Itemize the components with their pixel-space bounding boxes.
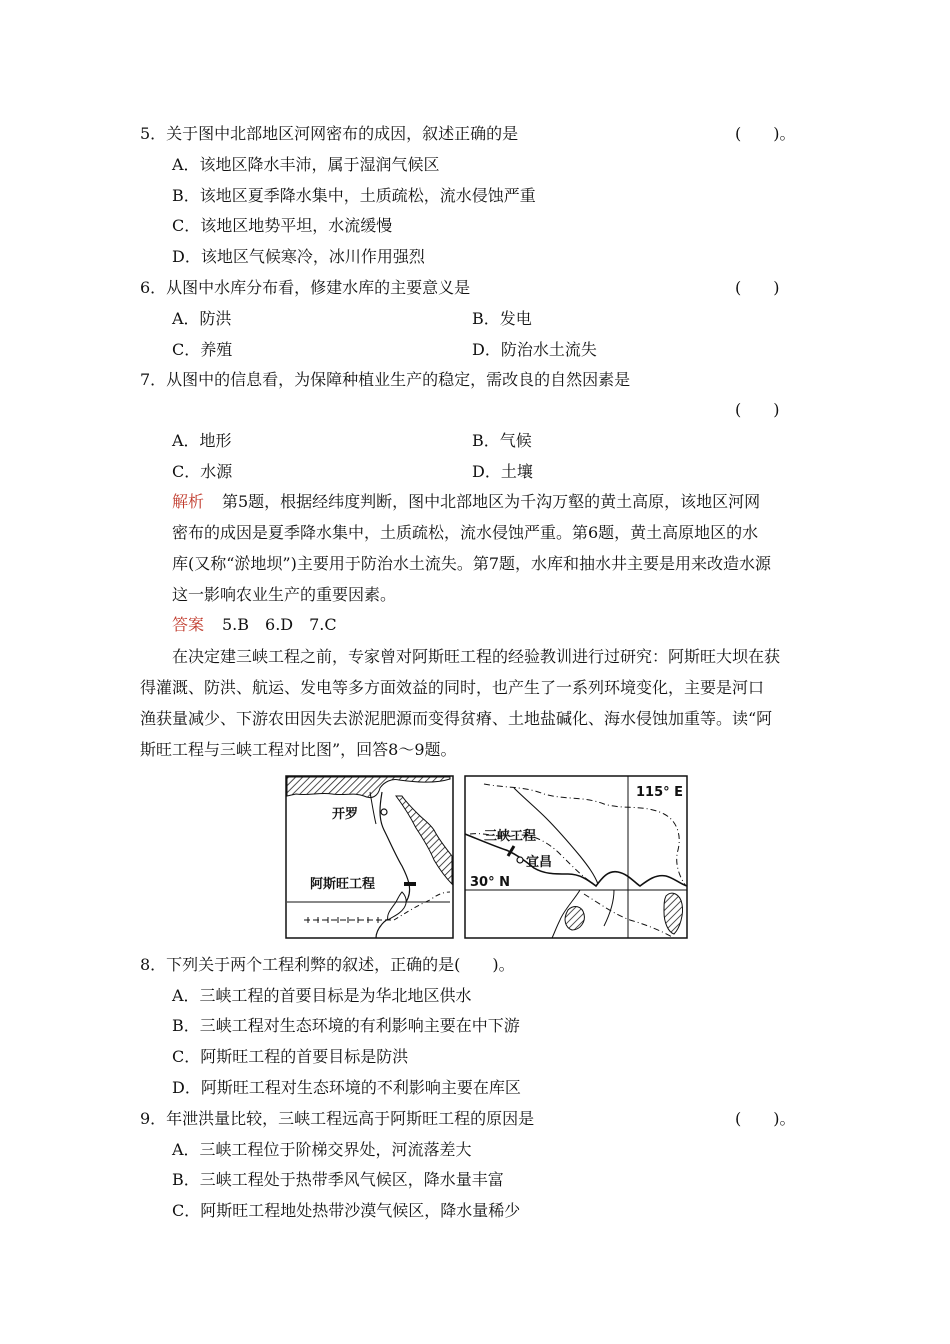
q5-option-a: A．该地区降水丰沛，属于湿润气候区	[172, 155, 440, 174]
q5-stem: 5．关于图中北部地区河网密布的成因，叙述正确的是	[140, 124, 519, 143]
q8-stem: 8．下列关于两个工程利弊的叙述，正确的是( )。	[140, 955, 515, 974]
latitude-label: 30° N	[470, 875, 510, 890]
q9-option-b: B．三峡工程处于热带季风气候区，降水量丰富	[172, 1170, 504, 1189]
aswan-map	[286, 776, 453, 938]
aswan-map-frame	[286, 776, 453, 938]
q7-option-c: C．水源	[172, 462, 233, 481]
q9-bracket: ( )。	[735, 1109, 796, 1128]
sanxia-map	[465, 776, 687, 938]
comparison-map	[284, 774, 690, 940]
analysis-line-2: 密布的成因是夏季降水集中，土质疏松，流水侵蚀严重。第6题，黄土高原地区的水	[172, 523, 759, 542]
q7-bracket: ( )	[735, 400, 780, 419]
q7-stem: 7．从图中的信息看，为保障种植业生产的稳定，需改良的自然因素是	[140, 370, 631, 389]
sanxia-label: 三峡工程	[484, 829, 537, 844]
q6-option-d: D．防治水土流失	[472, 340, 597, 359]
q5-option-b: B．该地区夏季降水集中，土质疏松，流水侵蚀严重	[172, 186, 536, 205]
q6-option-a: A．防洪	[172, 309, 232, 328]
q5-option-c: C．该地区地势平坦，水流缓慢	[172, 216, 393, 235]
aswan-label: 阿斯旺工程	[310, 877, 376, 892]
q6-option-b: B．发电	[472, 309, 532, 328]
yichang-label: 宜昌	[526, 855, 553, 870]
q9-option-c: C．阿斯旺工程地处热带沙漠气候区，降水量稀少	[172, 1201, 521, 1220]
q5-option-d: D．该地区气候寒冷，冰川作用强烈	[172, 247, 425, 266]
answer-label: 答案	[172, 615, 205, 634]
q7-option-d: D．土壤	[472, 462, 533, 481]
analysis-line-3: 库(又称“淤地坝”)主要用于防治水土流失。第7题，水库和抽水井主要是用来改造水源	[172, 554, 772, 573]
longitude-label: 115° E	[636, 785, 684, 800]
q6-option-c: C．养殖	[172, 340, 233, 359]
analysis-line-1: 第5题，根据经纬度判断，图中北部地区为千沟万壑的黄土高原，该地区河网	[222, 492, 761, 511]
q8-option-a: A．三峡工程的首要目标是为华北地区供水	[172, 986, 472, 1005]
analysis-label: 解析	[172, 492, 205, 511]
q7-option-a: A．地形	[172, 431, 232, 450]
passage-line-3: 渔获量减少、下游农田因失去淤泥肥源而变得贫瘠、土地盐碱化、海水侵蚀加重等。读“阿	[140, 709, 773, 728]
aswan-dam-marker	[404, 882, 416, 886]
passage-line-2: 得灌溉、防洪、航运、发电等多方面效益的同时，也产生了一系列环境变化，主要是河口	[140, 678, 765, 697]
yichang-marker	[517, 857, 523, 863]
answer-text: 5.B 6.D 7.C	[222, 615, 337, 634]
q6-bracket: ( )	[735, 278, 780, 297]
q8-option-d: D．阿斯旺工程对生态环境的不利影响主要在库区	[172, 1078, 521, 1097]
q5-bracket: ( )。	[735, 124, 796, 143]
q8-option-c: C．阿斯旺工程的首要目标是防洪	[172, 1047, 409, 1066]
passage-line-1: 在决定建三峡工程之前，专家曾对阿斯旺工程的经验教训进行过研究：阿斯旺大坝在获	[172, 647, 781, 666]
q7-option-b: B．气候	[472, 431, 532, 450]
cairo-label: 开罗	[332, 807, 359, 822]
analysis-line-4: 这一影响农业生产的重要因素。	[172, 585, 397, 604]
passage-line-4: 斯旺工程与三峡工程对比图”，回答8～9题。	[140, 740, 457, 759]
q8-option-b: B．三峡工程对生态环境的有利影响主要在中下游	[172, 1016, 520, 1035]
q9-option-a: A．三峡工程位于阶梯交界处，河流落差大	[172, 1140, 472, 1159]
cairo-marker	[381, 809, 387, 815]
q9-stem: 9．年泄洪量比较，三峡工程远高于阿斯旺工程的原因是	[140, 1109, 535, 1128]
q6-stem: 6．从图中水库分布看，修建水库的主要意义是	[140, 278, 471, 297]
